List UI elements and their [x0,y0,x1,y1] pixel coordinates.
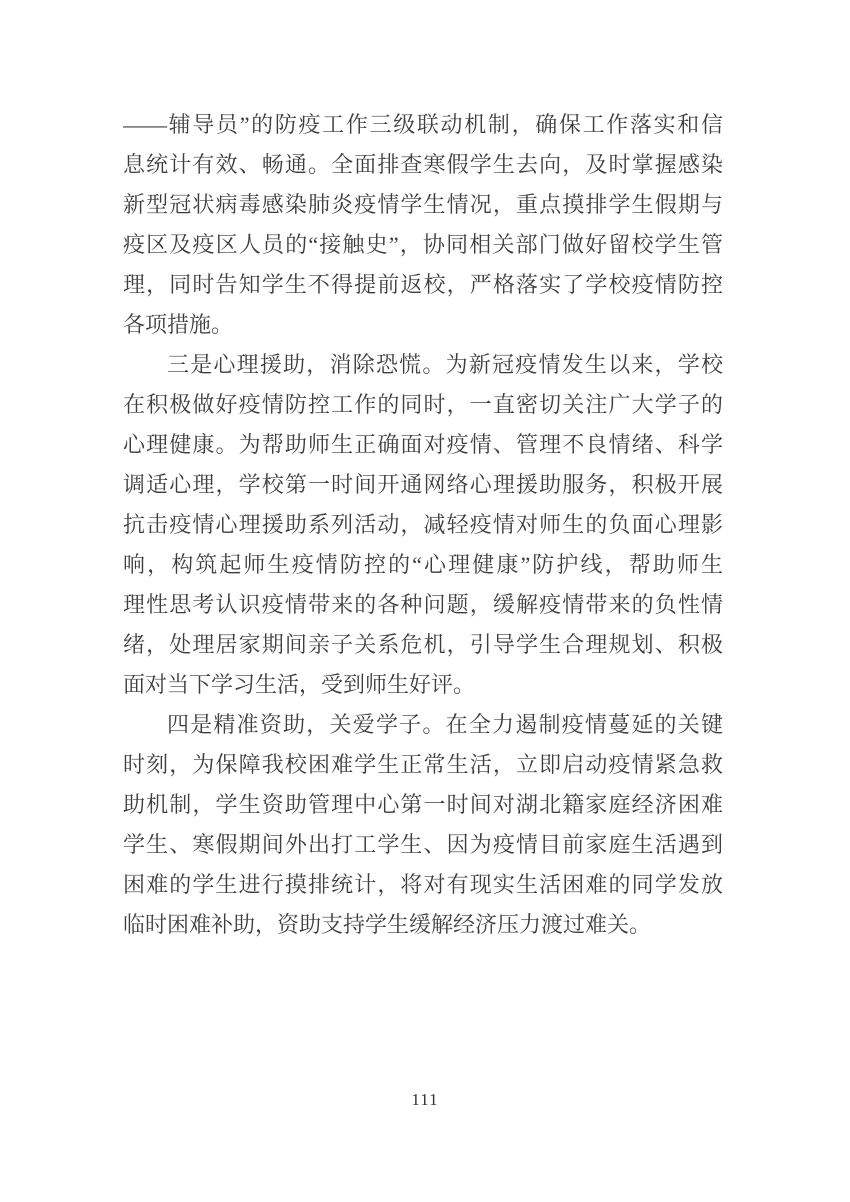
text-line: 临时困难补助，资助支持学生缓解经济压力渡过难关。 [123,912,652,937]
text-line: 理性思考认识疫情带来的各种问题，缓解疫情带来的负性情 [123,592,723,617]
text-line: 面对当下学习生活，受到师生好评。 [123,672,476,697]
text-line: 抗击疫情心理援助系列活动，减轻疫情对师生的负面心理影 [123,512,723,537]
text-line: ——辅导员”的防疫工作三级联动机制，确保工作落实和信 [123,112,723,137]
text-line: 理，同时告知学生不得提前返校，严格落实了学校疫情防控 [123,272,723,297]
text-line: 绪，处理居家期间亲子关系危机，引导学生合理规划、积极 [123,632,723,657]
text-line: 疫区及疫区人员的“接触史”，协同相关部门做好留校学生管 [123,232,723,257]
text-line: 四是精准资助，关爱学子。在全力遏制疫情蔓延的关键 [167,712,723,737]
text-line: 三是心理援助，消除恐慌。为新冠疫情发生以来，学校 [167,352,723,377]
text-line: 息统计有效、畅通。全面排查寒假学生去向，及时掌握感染 [123,152,723,177]
paragraph [123,705,723,945]
text-line: 新型冠状病毒感染肺炎疫情学生情况，重点摸排学生假期与 [123,192,723,217]
text-line: 在积极做好疫情防控工作的同时，一直密切关注广大学子的 [123,392,723,417]
text-line: 响，构筑起师生疫情防控的“心理健康”防护线，帮助师生 [123,552,723,577]
text-line: 困难的学生进行摸排统计，将对有现实生活困难的同学发放 [123,872,723,897]
text-line: 调适心理，学校第一时间开通网络心理援助服务，积极开展 [123,472,723,497]
text-line: 助机制，学生资助管理中心第一时间对湖北籍家庭经济困难 [123,792,723,817]
page-number: 111 [411,1090,439,1109]
body-text [123,105,723,945]
text-line: 各项措施。 [123,312,234,337]
paragraph [123,105,723,345]
text-line: 心理健康。为帮助师生正确面对疫情、管理不良情绪、科学 [123,432,723,457]
text-line: 学生、寒假期间外出打工学生、因为疫情目前家庭生活遇到 [123,832,723,857]
paragraph [123,345,723,705]
text-line: 时刻，为保障我校困难学生正常生活，立即启动疫情紧急救 [123,752,723,777]
